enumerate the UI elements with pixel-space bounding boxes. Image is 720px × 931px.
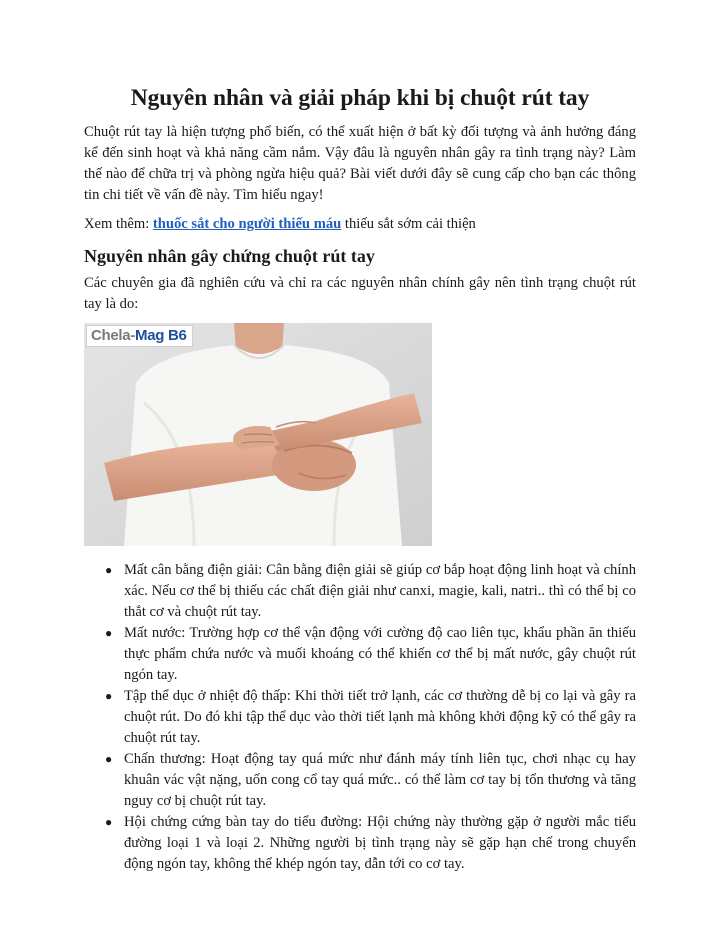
list-item <box>105 623 636 686</box>
bullet-icon: ● <box>105 626 113 640</box>
article-image <box>84 323 432 546</box>
logo-part-2: Mag B6 <box>135 327 187 344</box>
list-item-text: Mất cân bằng điện giải: Cân bằng điện giải sẽ giúp cơ bắp hoạt động linh hoạt và chính xác. Nếu cơ thể bị thiếu các chất điện giải như canxi, magie, kali, natri.. thì có thể bị co thắt cơ và chuột rút tay. <box>124 562 636 620</box>
section-lead: Các chuyên gia đã nghiên cứu và chỉ ra các nguyên nhân chính gây nên tình trạng chuột rút tay là do: <box>84 275 636 312</box>
list-item <box>105 686 636 749</box>
bullet-icon: ● <box>105 689 113 703</box>
cause-list <box>84 560 636 875</box>
bullet-icon: ● <box>105 563 113 577</box>
list-item <box>105 812 636 875</box>
bullet-icon: ● <box>105 752 113 766</box>
page-title: Nguyên nhân và giải pháp khi bị chuột rút tay <box>130 85 590 111</box>
list-item <box>105 749 636 812</box>
intro-paragraph: Chuột rút tay là hiện tượng phổ biến, có thể xuất hiện ở bất kỳ đối tượng và ảnh hưởng đáng kể đến sinh hoạt và khả năng cầm nắm. Vậy đâu là nguyên nhân gây ra tình trạng này? Làm thế nào để chữa trị và phòng ngừa hiệu quả? Bài viết dưới đây sẽ cung cấp cho bạn các thông tin chi tiết về vấn đề này. Tìm hiểu ngay! <box>84 124 636 203</box>
article <box>84 84 636 875</box>
see-also-link[interactable]: thuốc sắt cho người thiếu máu <box>152 216 342 232</box>
list-item-text: Chấn thương: Hoạt động tay quá mức như đánh máy tính liên tục, chơi nhạc cụ hay khuân vác vật nặng, uốn cong cổ tay quá mức.. có thể làm cơ tay bị tổn thương và tăng nguy cơ bị chuột rút tay. <box>124 751 636 809</box>
see-also-prefix: Xem thêm: <box>84 216 150 232</box>
chela-mag-b6-logo <box>86 325 193 347</box>
logo-part-1: Chela- <box>91 327 136 344</box>
wrist-pain-illustration <box>84 323 432 546</box>
see-also-line <box>84 214 636 235</box>
list-item-text: Mất nước: Trường hợp cơ thể vận động với cường độ cao liên tục, khẩu phần ăn thiếu thực phẩm chứa nước và muối khoáng có thể khiến cơ thể bị mất nước, gây chuột rút ngón tay. <box>124 625 636 683</box>
list-item-text: Tập thể dục ở nhiệt độ thấp: Khi thời tiết trở lạnh, các cơ thường dễ bị co lại và gây ra chuột rút. Do đó khi tập thể dục vào thời tiết lạnh mà không khởi động kỹ có thể gây ra chuột rút tay. <box>124 688 636 746</box>
bullet-icon: ● <box>105 815 113 829</box>
list-item <box>105 560 636 623</box>
see-also-suffix: thiếu sắt sớm cải thiện <box>344 216 476 232</box>
section-heading: Nguyên nhân gây chứng chuột rút tay <box>84 246 375 266</box>
list-item-text: Hội chứng cứng bàn tay do tiểu đường: Hội chứng này thường gặp ở người mắc tiểu đường loại 1 và loại 2. Những người bị tình trạng này sẽ gặp hạn chế trong chuyển động ngón tay, không thể khép ngón tay, dẫn tới co cơ tay. <box>124 814 636 872</box>
